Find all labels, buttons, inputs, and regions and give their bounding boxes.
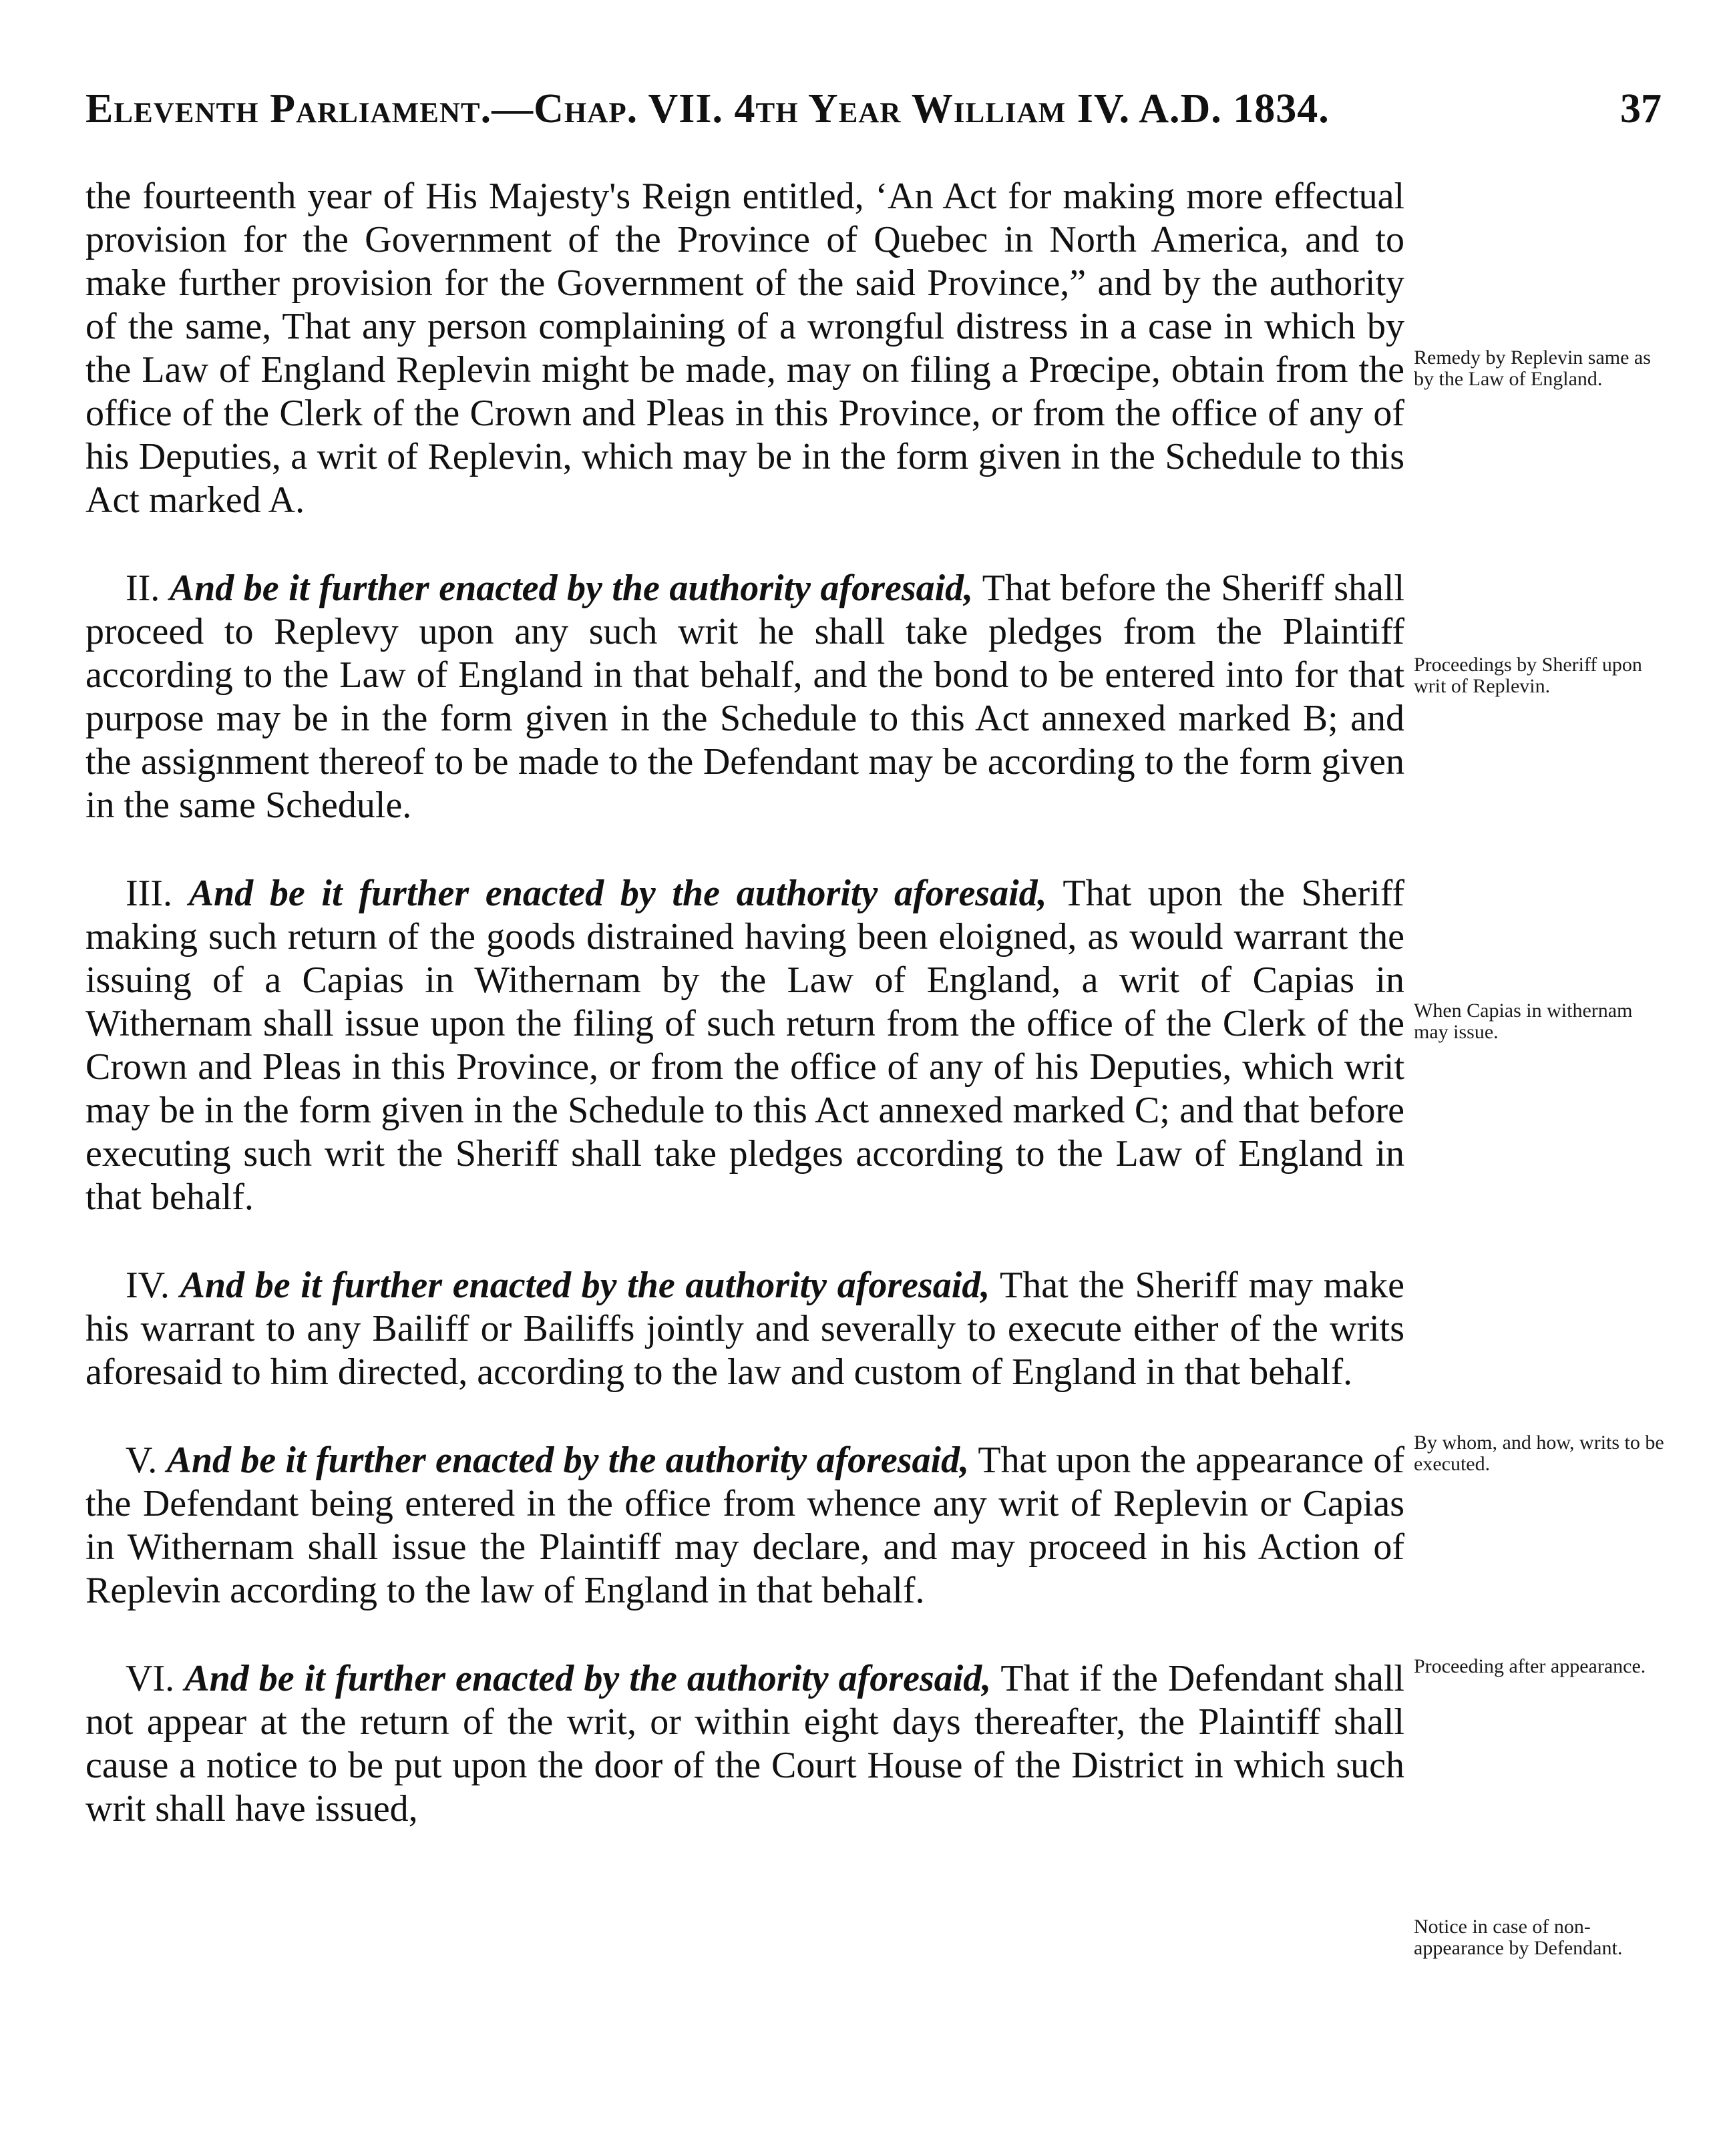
running-header: [85, 85, 1662, 139]
section-4: [85, 1264, 1404, 1394]
paragraph-text: the fourteenth year of His Majesty's Reign entitled, ‘An Act for making more effectual provision for the Government of the Province of Quebec in North America, and to make further provision for the Government of the said Province,” and by the authority of the same, That any person complaining of a wrongful distress in a case in which by the Law of England Replevin might be made, may on filing a Prœcipe, obtain from the office of the Clerk of the Crown and Pleas in this Province, or from the office of any of his Deputies, a writ of Replevin, which may be in the form given in the Schedule to this Act marked A.: [85, 176, 1404, 521]
margin-note-non-appearance: Notice in case of non-appearance by Defendant.: [1414, 1916, 1623, 1959]
enacting-clause: And be it further enacted by the authority aforesaid,: [184, 1658, 992, 1699]
header-title: Eleventh Parliament.—Chap. VII. 4th Year William IV. A.D. 1834.: [85, 86, 1330, 132]
paragraph-text: That the Sheriff may make his warrant to any Bailiff or Bailiffs jointly and severally to execute either of the writs aforesaid to him directed, according to the law and custom of England in that behalf.: [85, 1265, 1404, 1393]
section-6: [85, 1657, 1404, 1831]
margin-note-writs-executed: By whom, and how, writs to be executed.: [1414, 1432, 1664, 1475]
body-text: [85, 175, 1404, 1831]
margin-note-sheriff-proceedings: Proceedings by Sheriff upon writ of Replevin.: [1414, 654, 1642, 697]
section-number: III.: [126, 873, 172, 914]
section-2: [85, 567, 1404, 827]
enacting-clause: And be it further enacted by the authority aforesaid,: [169, 568, 974, 609]
section-number: IV.: [126, 1265, 170, 1306]
section-number: V.: [126, 1440, 158, 1481]
section-number: II.: [126, 568, 160, 609]
paragraph-text: That upon the appearance of the Defendant being entered in the office from whence any writ of Replevin or Capias in Withernam shall issue the Plaintiff may declare, and may proceed in his Action of Replevin according to the law of England in that behalf.: [85, 1440, 1404, 1611]
section-5: [85, 1439, 1404, 1612]
margin-note-appearance: Proceeding after appearance.: [1414, 1655, 1646, 1677]
enacting-clause: And be it further enacted by the authority aforesaid,: [188, 873, 1047, 914]
margin-note-remedy: Remedy by Replevin same as by the Law of England.: [1414, 347, 1651, 390]
enacting-clause: And be it further enacted by the authority aforesaid,: [180, 1265, 990, 1306]
paragraph-continuation: [85, 175, 1404, 522]
margin-note-capias: When Capias in withernam may issue.: [1414, 1000, 1633, 1043]
enacting-clause: And be it further enacted by the authority aforesaid,: [166, 1440, 970, 1481]
paragraph-text: That if the Defendant shall not appear at the return of the writ, or within eight days thereafter, the Plaintiff shall cause a notice to be put upon the door of the Court House of the District in which such writ shall have issued,: [85, 1658, 1404, 1829]
page-number: 37: [1620, 86, 1662, 132]
section-3: [85, 872, 1404, 1219]
paragraph-text: That before the Sheriff shall proceed to Replevy upon any such writ he shall take pledges from the Plaintiff according to the Law of England in that behalf, and the bond to be entered into for that purpose may be in the form given in the Schedule to this Act annexed marked B; and the assignment thereof to be made to the Defendant may be according to the form given in the same Schedule.: [85, 568, 1404, 826]
section-number: VI.: [126, 1658, 175, 1699]
paragraph-text: That upon the Sheriff making such return of the goods distrained having been eloigned, as would warrant the issuing of a Capias in Withernam by the Law of England, a writ of Capias in Withernam shall issue upon the filing of such return from the office of the Clerk of the Crown and Pleas in this Province, or from the office of any of his Deputies, which writ may be in the form given in the Schedule to this Act annexed marked C; and that before executing such writ the Sheriff shall take pledges according to the Law of England in that behalf.: [85, 873, 1405, 1218]
